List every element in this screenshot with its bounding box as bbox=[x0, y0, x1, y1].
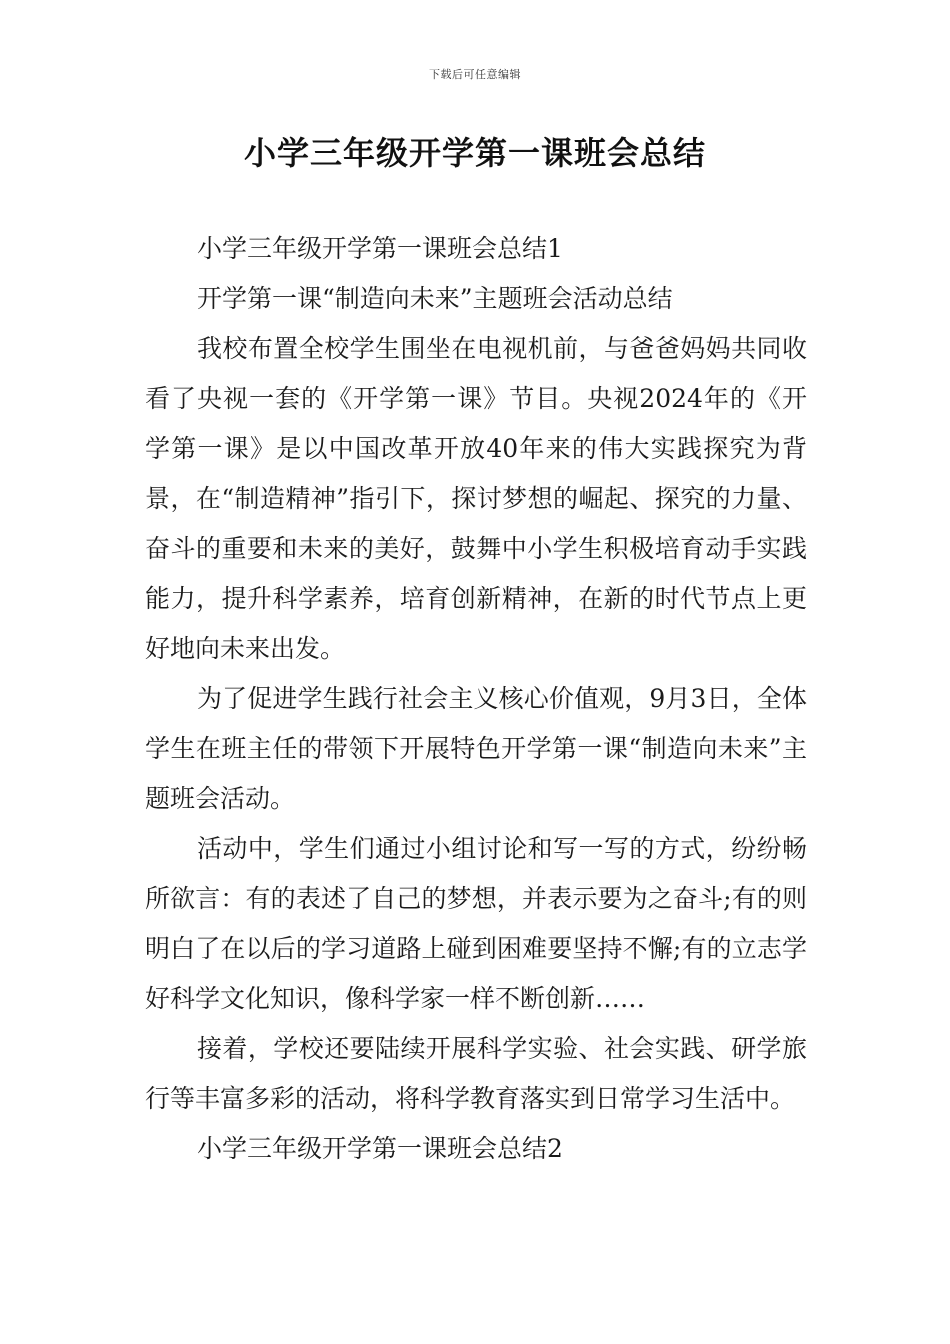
body-paragraph: 我校布置全校学生围坐在电视机前，与爸爸妈妈共同收看了央视一套的《开学第一课》节目。央视2024年的《开学第一课》是以中国改革开放40年来的伟大实践探究为背景，在“制造精神”指引下，探讨梦想的崛起、探究的力量、奋斗的重要和未来的美好，鼓舞中小学生积极培育动手实践能力，提升科学素养，培育创新精神，在新的时代节点上更好地向未来出发。 bbox=[145, 334, 807, 663]
body-paragraph: 活动中，学生们通过小组讨论和写一写的方式，纷纷畅所欲言：有的表述了自己的梦想，并表示要为之奋斗;有的则明白了在以后的学习道路上碰到困难要坚持不懈;有的立志学好科学文化知识，像科学家一样不断创新…… bbox=[145, 834, 807, 1013]
subtitle-paragraph: 开学第一课“制造向未来”主题班会活动总结 bbox=[197, 284, 673, 313]
body-paragraph: 接着，学校还要陆续开展科学实验、社会实践、研学旅行等丰富多彩的活动，将科学教育落实到日常学习生活中。 bbox=[145, 1034, 807, 1113]
document-body bbox=[145, 224, 807, 1174]
document-title: 小学三年级开学第一课班会总结 bbox=[243, 134, 706, 172]
section-heading-1: 小学三年级开学第一课班会总结1 bbox=[197, 234, 563, 263]
header-note: 下载后可任意编辑 bbox=[429, 68, 521, 81]
body-paragraph: 为了促进学生践行社会主义核心价值观，9月3日，全体学生在班主任的带领下开展特色开学第一课“制造向未来”主题班会活动。 bbox=[145, 684, 807, 813]
section-heading-2: 小学三年级开学第一课班会总结2 bbox=[197, 1134, 563, 1163]
